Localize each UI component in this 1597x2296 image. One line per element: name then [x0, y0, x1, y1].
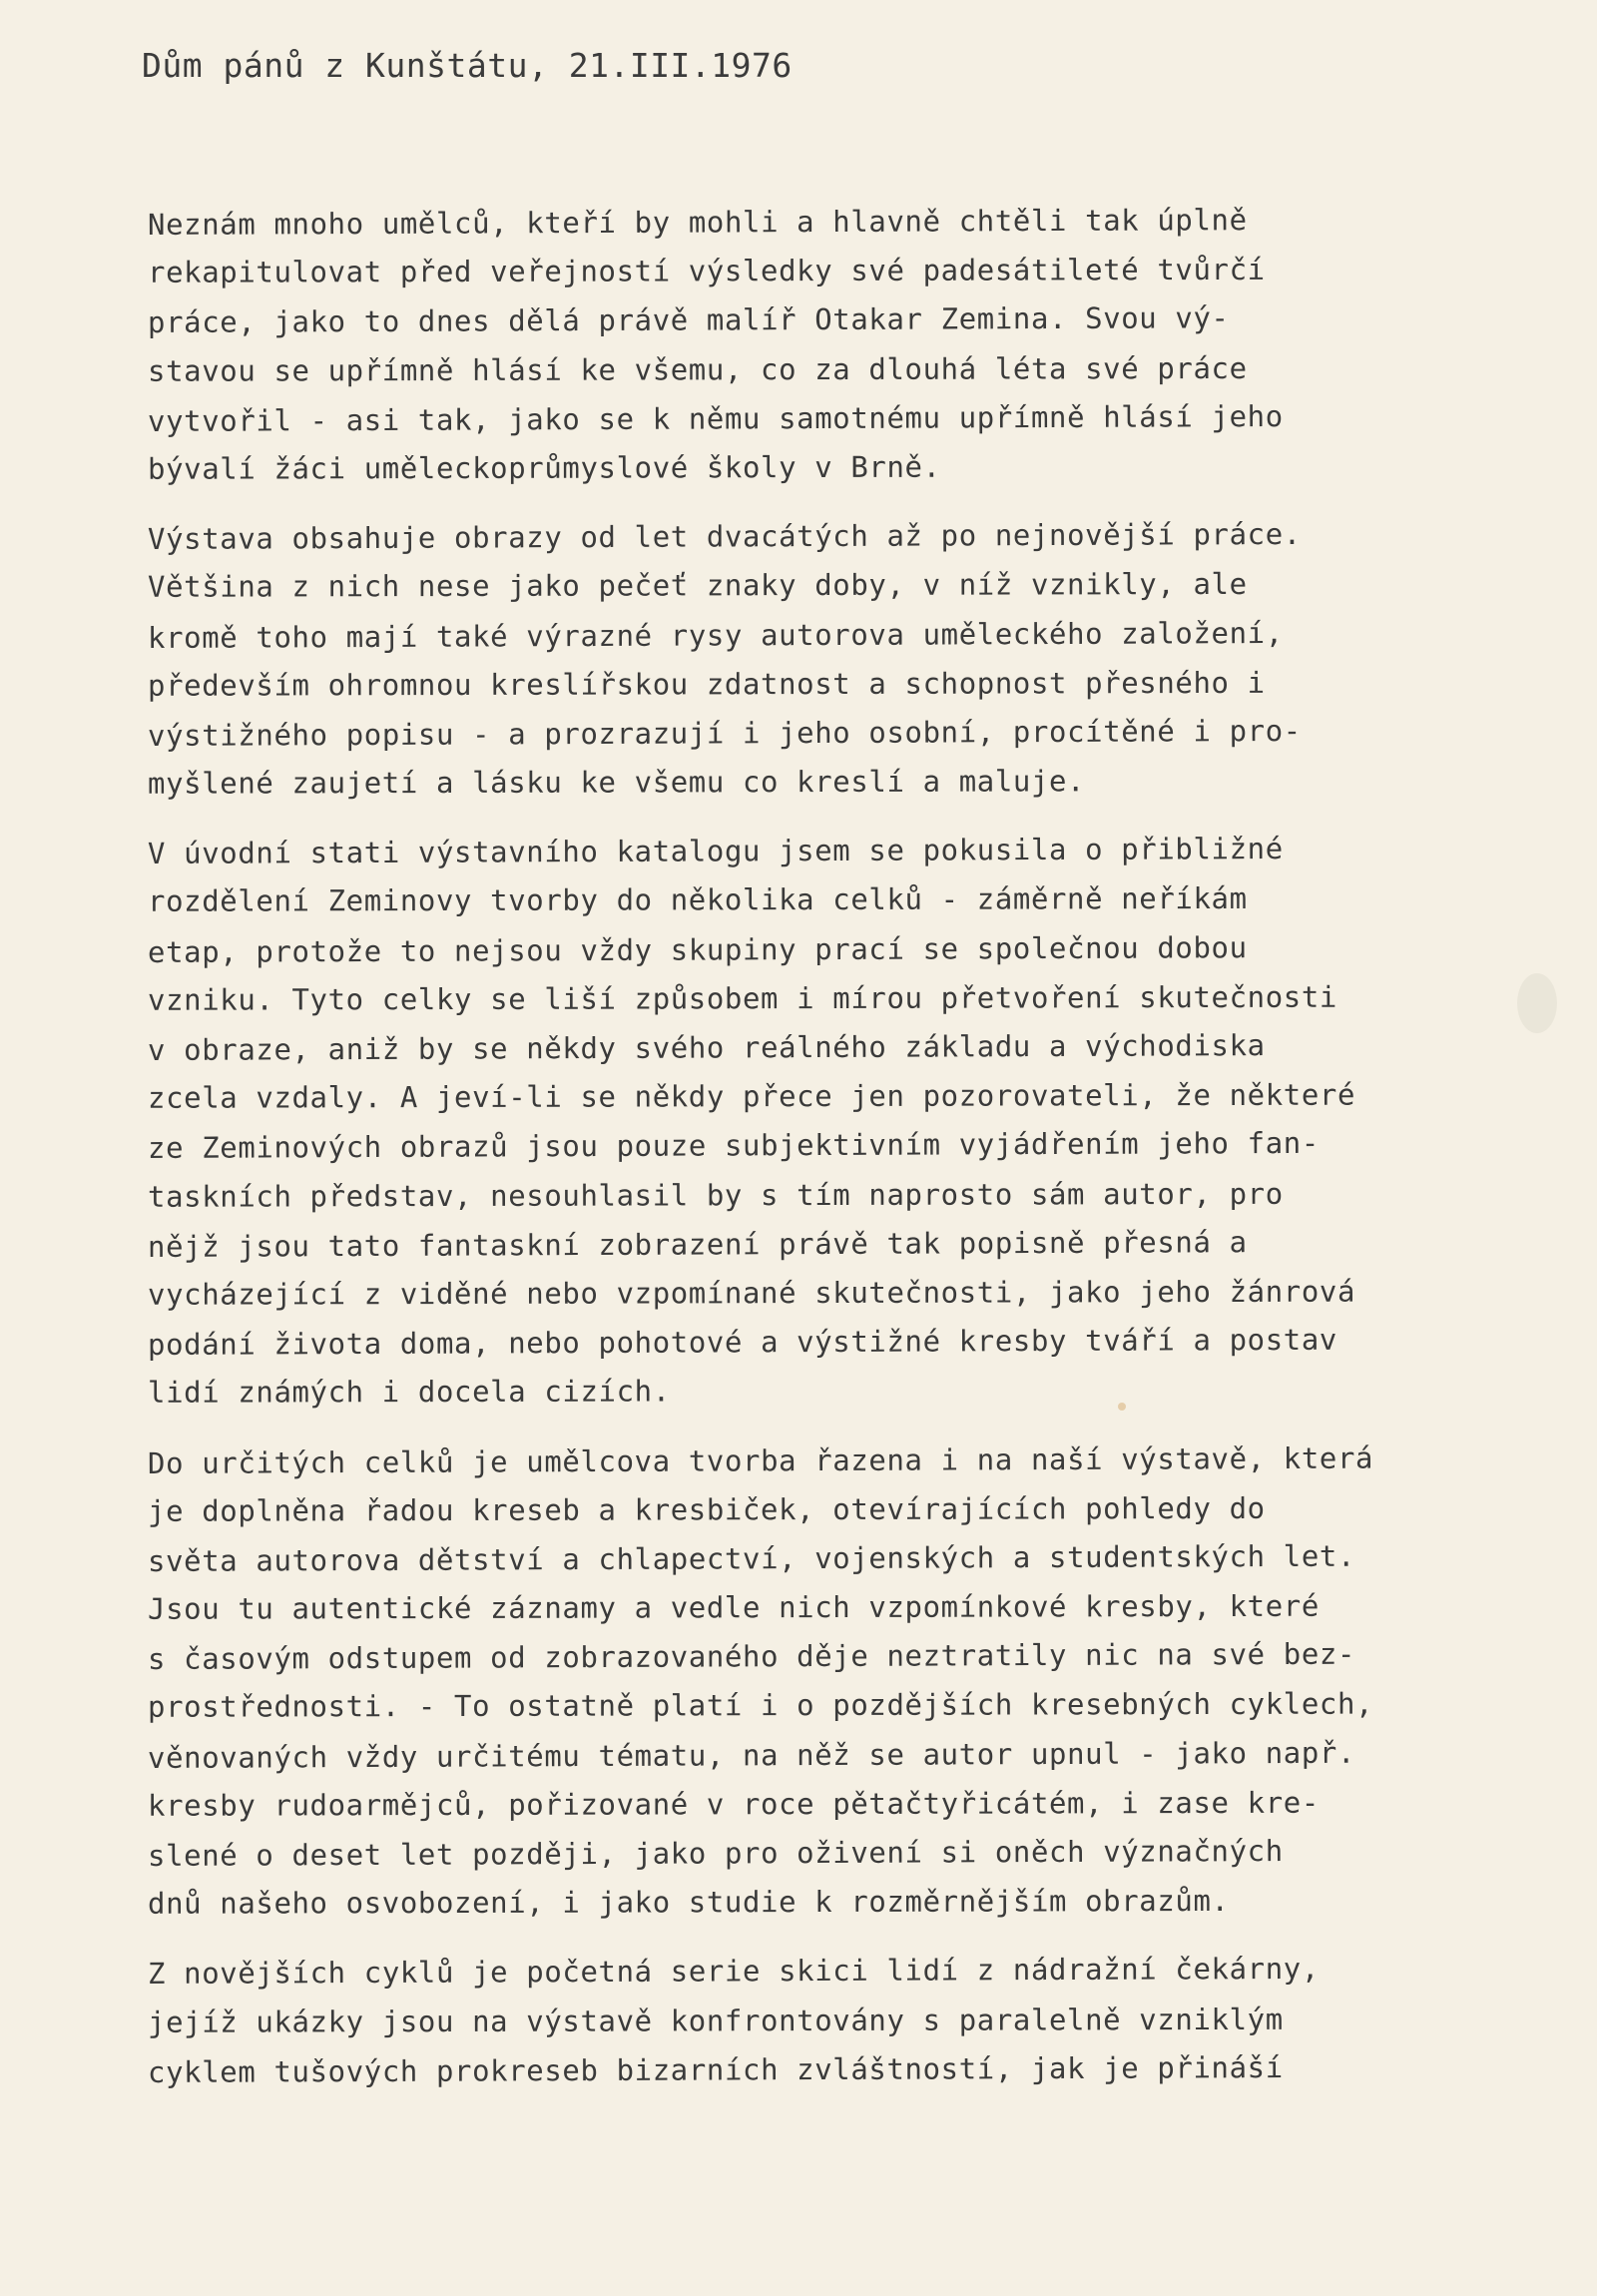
text-line: stavou se upřímně hlásí ke všemu, co za dlouhá léta své práce — [147, 350, 1248, 388]
text-line: kromě toho mají také výrazné rysy autorova uměleckého založení, — [147, 615, 1284, 655]
text-line: podání života doma, nebo pohotové a výstižné kresby tváří a postav — [147, 1322, 1338, 1363]
text-line: bývalí žáci uměleckoprůmyslové školy v Brně. — [147, 449, 941, 486]
text-line: etap, protože to nejsou vždy skupiny prací se společnou dobou — [147, 929, 1248, 969]
paragraph — [148, 198, 1505, 492]
body-text — [148, 198, 1505, 2114]
text-line: Z novějších cyklů je početná serie skici lidí z nádražní čekárny, — [147, 1952, 1320, 1992]
text-line: rekapitulovat před veřejností výsledky své padesátileté tvůrčí — [147, 253, 1266, 289]
text-line: Do určitých celků je umělcova tvorba řazena i na naší výstavě, která — [147, 1440, 1374, 1480]
paragraph — [148, 827, 1505, 1416]
text-line: Jsou tu autentické záznamy a vedle nich vzpomínkové kresby, které — [147, 1588, 1320, 1626]
paragraph — [148, 1436, 1505, 1928]
text-line: lidí známých i docela cizích. — [147, 1374, 671, 1411]
text-line: vytvořil - asi tak, jako se k němu samotnému upřímně hlásí jeho — [147, 398, 1284, 438]
text-line: taskních představ, nesouhlasil by s tím naprosto sám autor, pro — [147, 1176, 1284, 1214]
text-line: světa autorova dětství a chlapectví, vojenských a studentských let. — [147, 1538, 1356, 1578]
text-line: práce, jako to dnes dělá právě malíř Otakar Zemina. Svou vý- — [147, 300, 1230, 340]
text-line: vycházející z viděné nebo vzpomínané skutečnosti, jako jeho žánrová — [147, 1274, 1356, 1312]
text-line: kresby rudoarmějců, pořizované v roce pětačtyřicátém, i zase kre- — [147, 1785, 1320, 1823]
text-line: je doplněna řadou kreseb a kresbiček, otevírajících pohledy do — [147, 1490, 1266, 1528]
paper-stain — [1517, 973, 1557, 1033]
text-line: dnů našeho osvobození, i jako studie k rozměrnějším obrazům. — [147, 1884, 1230, 1921]
text-line: myšlené zaujetí a lásku ke všemu co kreslí a maluje. — [147, 764, 1086, 801]
text-line: slené o deset let později, jako pro oživení si oněch význačných — [147, 1834, 1284, 1873]
paragraph — [148, 512, 1505, 807]
text-line: V úvodní stati výstavního katalogu jsem se pokusila o přibližné — [147, 832, 1284, 871]
text-line: zcela vzdaly. A jeví-li se někdy přece jen pozorovateli, že některé — [147, 1077, 1356, 1115]
text-line: výstižného popisu - a prozrazují i jeho osobní, procítěné i pro- — [147, 713, 1302, 753]
text-line: prostřednosti. - To ostatně platí i o pozdějších kresebných cyklech, — [147, 1687, 1374, 1725]
text-line: ze Zeminových obrazů jsou pouze subjektivním vyjádřením jeho fan- — [147, 1126, 1320, 1166]
text-line: nějž jsou tato fantaskní zobrazení právě tak popisně přesná a — [147, 1224, 1248, 1264]
text-line: věnovaných vždy určitému tématu, na něž se autor upnul - jako např. — [147, 1735, 1356, 1775]
text-line: v obraze, aniž by se někdy svého reálného základu a východiska — [147, 1028, 1266, 1067]
paragraph — [148, 1947, 1505, 2094]
text-line: vzniku. Tyto celky se liší způsobem i mírou přetvoření skutečnosti — [147, 979, 1337, 1017]
place-date-heading: Dům pánů z Kunštátu, 21.III.1976 — [142, 46, 793, 85]
text-line: Neznám mnoho umělců, kteří by mohli a hlavně chtěli tak úplně — [147, 203, 1248, 242]
text-line: s časovým odstupem od zobrazovaného děje neztratily nic na své bez- — [147, 1636, 1356, 1677]
text-line: Výstava obsahuje obrazy od let dvacátých až po nejnovější práce. — [147, 517, 1302, 557]
text-line: jejíž ukázky jsou na výstavě konfrontovány s paralelně vzniklým — [147, 2002, 1284, 2039]
text-line: rozdělení Zeminovy tvorby do několika celků - záměrně neříkám — [147, 881, 1248, 919]
text-line: Většina z nich nese jako pečeť znaky doby, v níž vznikly, ale — [147, 567, 1248, 605]
text-line: cyklem tušových prokreseb bizarních zvláštností, jak je přináší — [147, 2049, 1284, 2089]
text-line: především ohromnou kreslířskou zdatnost a schopnost přesného i — [147, 665, 1266, 703]
